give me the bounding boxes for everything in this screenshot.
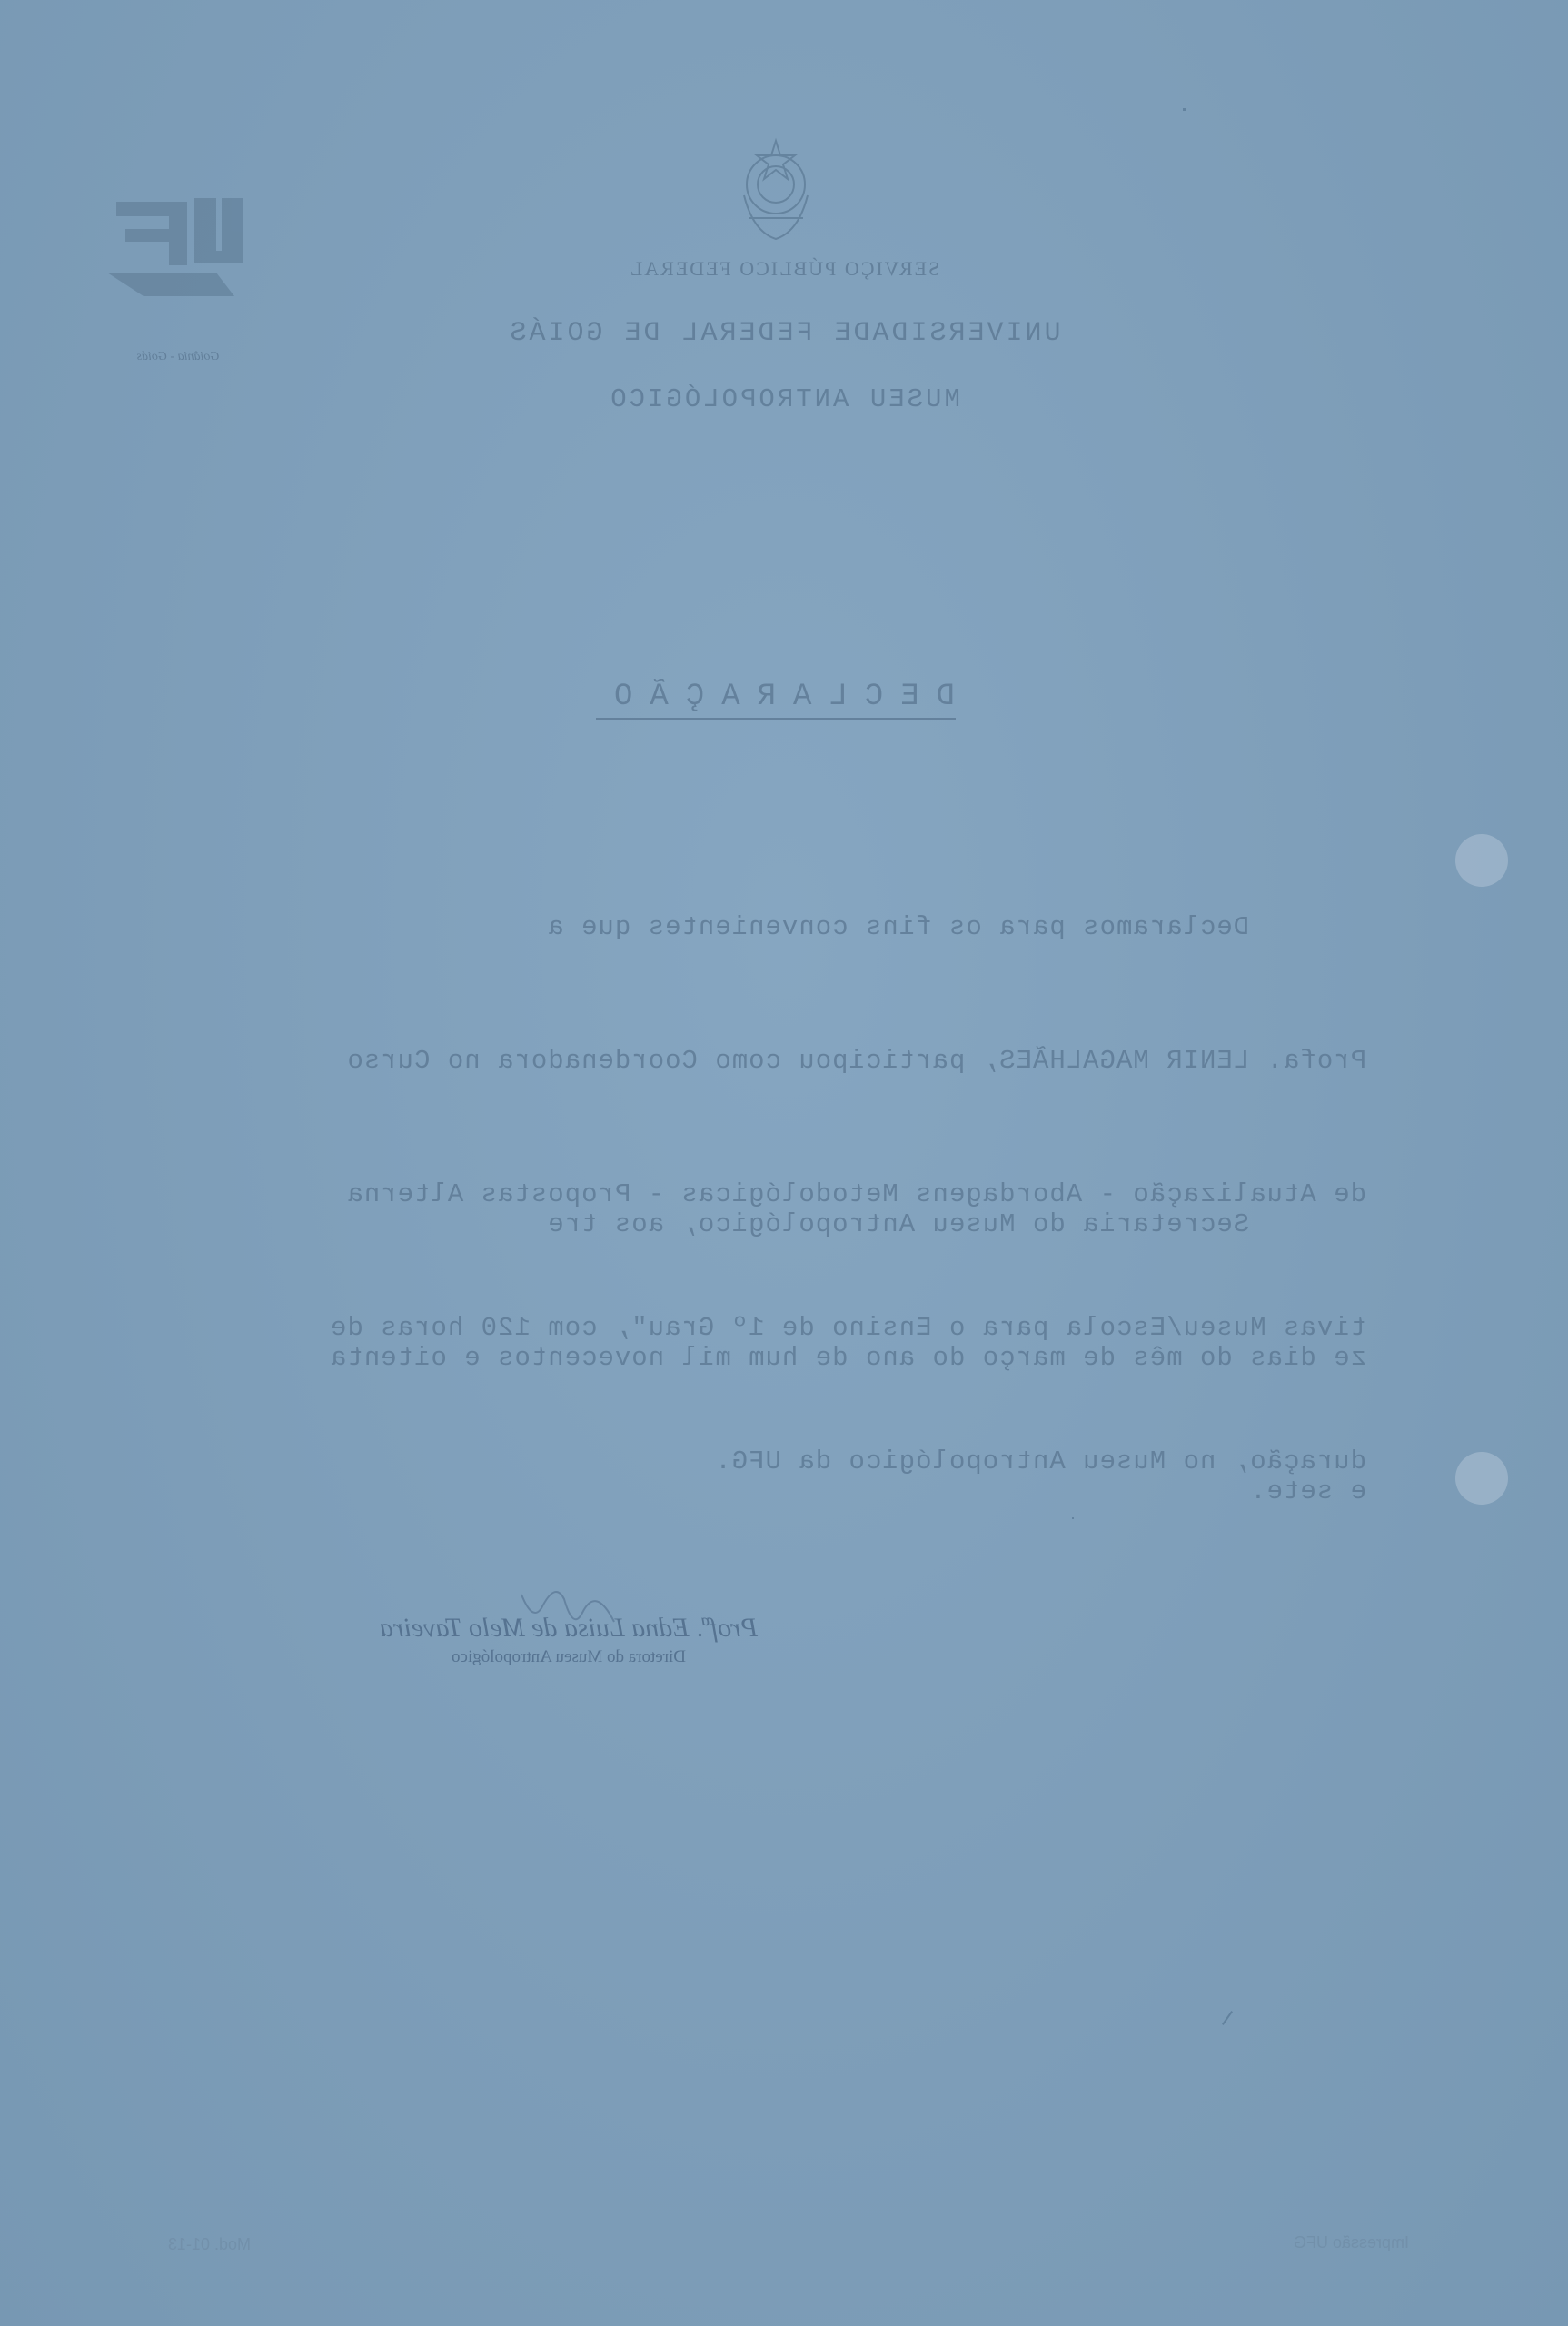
date-paragraph [185,1113,1366,1603]
header-service: SERVIÇO PÚBLICO FEDERAL [628,257,940,280]
paragraph-line: e sete. [1249,1476,1366,1506]
paragraph-line: tivas Museu/Escola para o Ensino de 1º Grau", com 120 horas de [330,1313,1366,1343]
paragraph-line: Secretaria do Museu Antropológico, aos tre [547,1209,1366,1239]
printer-credit: Impressão UFG [1293,2233,1409,2251]
signatory-name: Profª. Edna Luisa de Melo Taveira [379,1613,759,1643]
coat-of-arms-icon [726,132,826,250]
paragraph-line: duração, no Museu Antropológico da UFG. [714,1446,1366,1476]
logo-caption: Goiânia - Goiás [136,350,220,363]
paragraph-line: Profa. LENIR MAGALHÃES, participou como Coordenadora no Curso [346,1046,1366,1076]
paragraph-line: ze dias do mês de março do ano de hum mil novecentos e oitenta [330,1343,1366,1373]
paragraph-line: de Atualização - Abordagens Metodológicas - Propostas Alterna [346,1179,1366,1209]
header-museum: MUSEU ANTROPOLÓGICO [608,384,960,414]
signatory-role: Diretora do Museu Antropológico [451,1647,687,1666]
signature-block [305,1613,832,1667]
header-university: UNIVERSIDADE FEDERAL DE GOIÁS [507,318,1061,349]
document-title: DECLARAÇÃO [596,680,956,720]
form-code: Mod. 01-13 [167,2235,251,2253]
ufg-logo-icon [98,189,253,298]
paragraph-line: Declaramos para os fins convenientes que a [547,912,1366,942]
